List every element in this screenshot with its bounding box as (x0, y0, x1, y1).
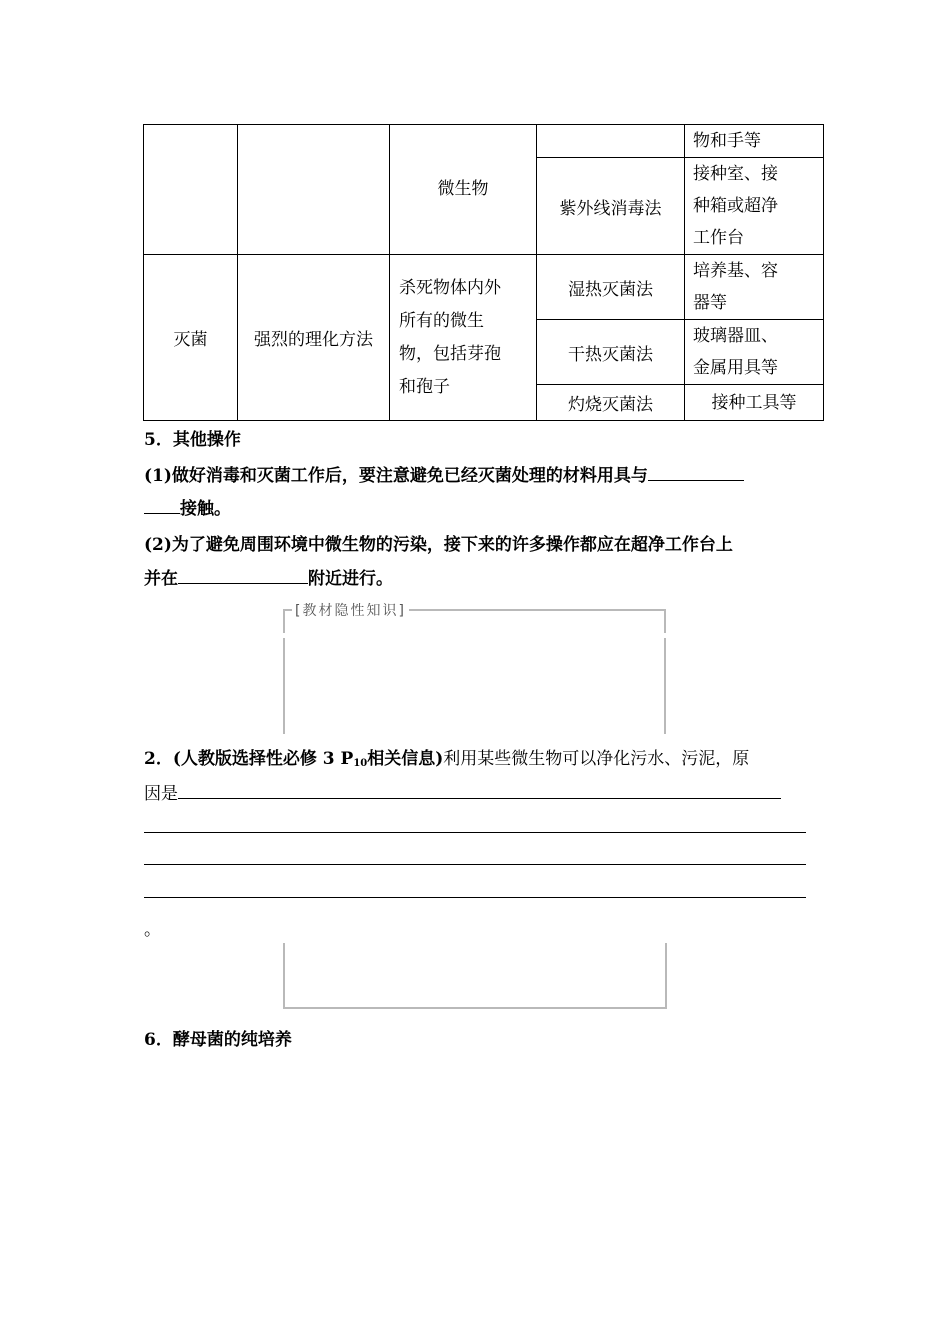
box-edge-left (283, 638, 285, 734)
table-cell-empty (144, 125, 238, 255)
box-title: [教材隐性知识] (292, 600, 409, 620)
answer-blank[interactable] (144, 495, 180, 514)
answer-line[interactable] (144, 832, 806, 833)
question-2-line-2: 因是 (144, 779, 781, 804)
table-cell-empty (238, 125, 390, 255)
box-edge-right (664, 638, 666, 734)
answer-blank[interactable] (648, 462, 744, 481)
table-cell-method: 干热灭菌法 (537, 320, 685, 385)
section-5-heading: 5．其他操作 (144, 430, 241, 450)
table-cell-condition: 强烈的理化方法 (238, 255, 390, 421)
knowledge-box-footer (283, 943, 667, 1009)
paragraph-1-line-2: 接触。 (144, 494, 231, 519)
paragraph-2-line-1: (2)为了避免周围环境中微生物的污染，接下来的许多操作都应在超净工作台上 (144, 535, 733, 555)
table-cell-use: 物和手等 (685, 125, 824, 158)
answer-blank[interactable] (178, 780, 781, 799)
table-cell-method: 湿热灭菌法 (537, 255, 685, 320)
table-cell-empty (537, 125, 685, 158)
knowledge-box-header (283, 604, 666, 734)
table-cell-target: 杀死物体内外 所有的微生 物，包括芽孢 和孢子 (390, 255, 537, 421)
question-2-end: 。 (144, 920, 161, 940)
table-cell-target: 微生物 (390, 125, 537, 255)
table-cell-method: 紫外线消毒法 (537, 158, 685, 255)
answer-blank[interactable] (178, 565, 308, 584)
table-cell-use: 培养基、容 器等 (685, 255, 824, 320)
question-2-line-1: 2．(人教版选择性必修 3 $P_{10}$相关信息)利用某些微生物可以净化污水、污泥，原 (144, 749, 750, 769)
paragraph-1-line-1: (1)做好消毒和灭菌工作后，要注意避免已经灭菌处理的材料用具与 (144, 461, 744, 486)
sterilization-table (143, 124, 824, 421)
section-6-heading: 6．酵母菌的纯培养 (144, 1030, 292, 1050)
table-cell-use: 接种工具等 (685, 385, 824, 421)
answer-line[interactable] (144, 897, 806, 898)
table-cell-use: 接种室、接 种箱或超净 工作台 (685, 158, 824, 255)
table-cell-method: 灼烧灭菌法 (537, 385, 685, 421)
table-cell-category: 灭菌 (144, 255, 238, 421)
paragraph-2-line-2: 并在 附近进行。 (144, 564, 393, 589)
table-cell-use: 玻璃器皿、 金属用具等 (685, 320, 824, 385)
answer-line[interactable] (144, 864, 806, 865)
